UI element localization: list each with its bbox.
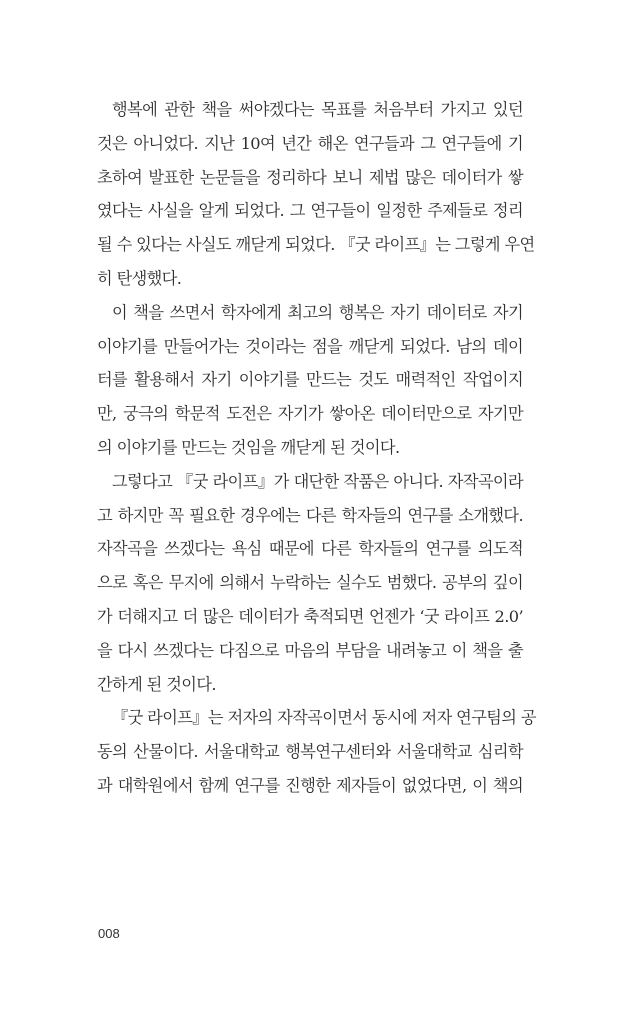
text-line: 동의 산물이다. 서울대학교 행복연구센터와 서울대학교 심리학 (97, 742, 523, 762)
text-line: 간하게 된 것이다. (97, 674, 216, 694)
text-line: 것은 아니었다. 지난 10여 년간 해온 연구들과 그 연구들에 기 (97, 133, 523, 153)
paragraph-4 (97, 701, 536, 802)
text-line: 으로 혹은 무지에 의해서 누락하는 실수도 범했다. 공부의 깊이 (97, 573, 523, 593)
text-line: 였다는 사실을 알게 되었다. 그 연구들이 일정한 주제들로 정리 (97, 201, 523, 221)
text-line: 히 탄생했다. (97, 268, 182, 288)
text-line: 이 책을 쓰면서 학자에게 최고의 행복은 자기 데이터로 자기 (112, 302, 523, 322)
paragraph-1 (97, 93, 535, 296)
text-line: 자작곡을 쓰겠다는 욕심 때문에 다른 학자들의 연구를 의도적 (97, 539, 523, 559)
text-line: 『굿 라이프』는 저자의 자작곡이면서 동시에 저자 연구팀의 공 (112, 708, 536, 728)
text-line: 초하여 발표한 논문들을 정리하다 보니 제법 많은 데이터가 쌓 (97, 167, 523, 187)
page-number: 008 (98, 926, 120, 941)
text-line: 고 하지만 꼭 필요한 경우에는 다른 학자들의 연구를 소개했다. (97, 505, 523, 525)
text-line: 그렇다고 『굿 라이프』가 대단한 작품은 아니다. 자작곡이라 (112, 471, 523, 491)
paragraph-3 (97, 465, 523, 702)
text-line: 이야기를 만들어가는 것이라는 점을 깨닫게 되었다. 남의 데이 (97, 336, 523, 356)
text-line: 의 이야기를 만드는 것임을 깨닫게 된 것이다. (97, 437, 400, 457)
paragraph-2 (97, 296, 523, 465)
text-line: 행복에 관한 책을 써야겠다는 목표를 처음부터 가지고 있던 (112, 100, 523, 119)
text-line: 만, 궁극의 학문적 도전은 자기가 쌓아온 데이터만으로 자기만 (97, 404, 523, 424)
text-line: 가 더해지고 더 많은 데이터가 축적되면 언젠가 ‘굿 라이프 2.0’ (97, 606, 523, 626)
text-line: 터를 활용해서 자기 이야기를 만드는 것도 매력적인 작업이지 (97, 370, 523, 390)
text-line: 과 대학원에서 함께 연구를 진행한 제자들이 없었다면, 이 책의 (97, 775, 523, 795)
text-line: 을 다시 쓰겠다는 다짐으로 마음의 부담을 내려놓고 이 책을 출 (97, 640, 523, 660)
text-line: 될 수 있다는 사실도 깨닫게 되었다. 『굿 라이프』는 그렇게 우연 (97, 235, 535, 255)
book-page-body (97, 93, 536, 803)
